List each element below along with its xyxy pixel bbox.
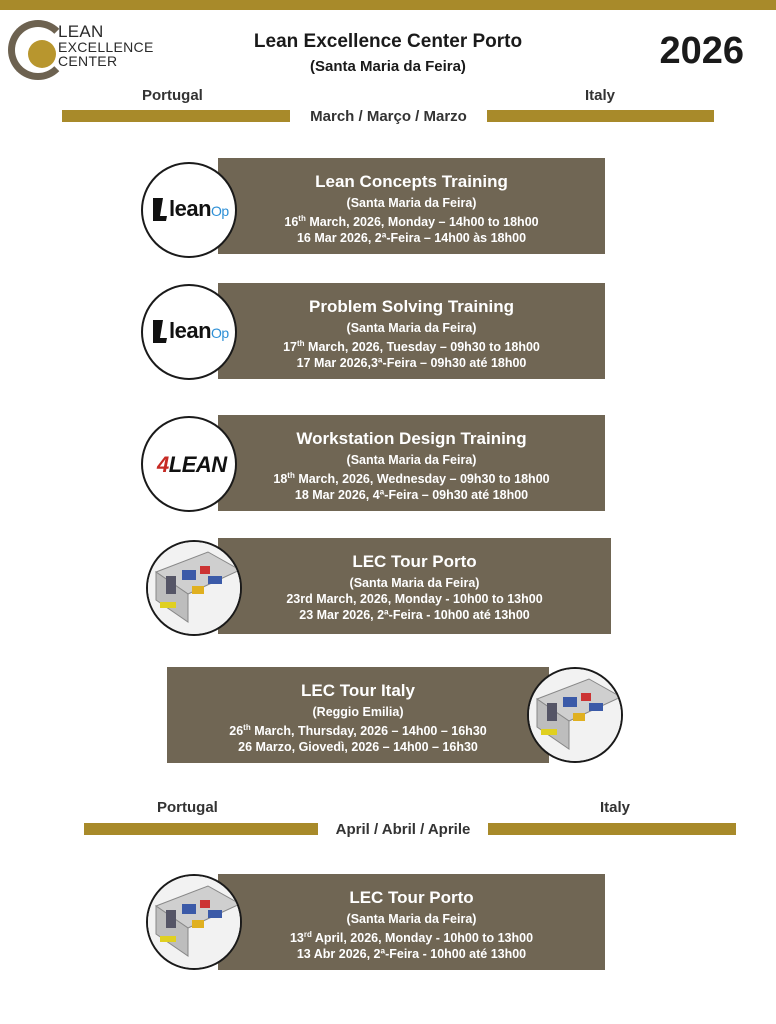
factory-layout-icon <box>148 876 242 970</box>
event-date-pt: 18 Mar 2026, 4ª-Feira – 09h30 até 18h00 <box>294 488 529 503</box>
country-label-italy: Italy <box>585 87 616 104</box>
page-subtitle: (Santa Maria da Feira) <box>310 58 466 75</box>
4lean-logo: 4LEAN <box>157 452 227 477</box>
leanop-logo: leanOp <box>149 318 229 344</box>
lean-excellence-center-logo <box>8 20 158 82</box>
country-label-portugal: Portugal <box>142 87 203 104</box>
event-date-pt: 16 Mar 2026, 2ª-Feira – 14h00 às 18h00 <box>296 231 527 246</box>
event-date-en: 17th March, 2026, Tuesday – 09h30 to 18h00 <box>283 339 540 355</box>
top-accent-bar <box>0 0 776 10</box>
event-card-lec-tour-italy[interactable] <box>167 667 549 763</box>
logo-text-line: CENTER <box>58 53 118 69</box>
page-title: Lean Excellence Center Porto <box>253 31 523 52</box>
event-date-pt: 23 Mar 2026, 2ª-Feira - 10h00 até 13h00 <box>299 608 530 622</box>
event-date-en: 18th March, 2026, Wednesday – 09h30 to 18h00 <box>273 471 550 487</box>
event-card-lec-tour-porto[interactable] <box>218 538 611 634</box>
event-location: (Santa Maria da Feira) <box>346 196 477 210</box>
event-title: Problem Solving Training <box>309 297 514 316</box>
factory-floor-image <box>146 874 242 970</box>
event-title: Lean Concepts Training <box>315 172 508 191</box>
leanop-mark-icon <box>151 318 171 344</box>
logo-text-line: EXCELLENCE <box>58 39 154 55</box>
event-card-lec-tour-porto-april[interactable] <box>218 874 605 970</box>
event-location: (Reggio Emilia) <box>312 705 404 719</box>
event-date-en: 23rd March, 2026, Monday - 10h00 to 13h00 <box>286 592 543 606</box>
month-heading-march: March / Março / Marzo <box>310 108 467 125</box>
leanop-mark-icon <box>151 196 171 222</box>
factory-layout-icon <box>529 669 623 763</box>
country-label-italy: Italy <box>600 799 631 816</box>
divider-bar-left <box>84 823 318 835</box>
event-location: (Santa Maria da Feira) <box>346 453 477 467</box>
divider-bar-right <box>487 110 714 122</box>
factory-floor-image <box>146 540 242 636</box>
factory-layout-icon <box>148 542 242 636</box>
divider-bar-right <box>488 823 736 835</box>
event-title: LEC Tour Porto <box>352 552 477 571</box>
leanop-logo-badge <box>141 162 237 258</box>
event-date-en: 16th March, 2026, Monday – 14h00 to 18h00 <box>284 214 539 230</box>
event-date-en: 13rd April, 2026, Monday - 10h00 to 13h00 <box>289 930 534 946</box>
factory-floor-image <box>527 667 623 763</box>
event-title: LEC Tour Italy <box>301 681 415 700</box>
event-date-it: 26 Marzo, Giovedì, 2026 – 14h00 – 16h30 <box>238 740 478 755</box>
leanop-logo: leanOp <box>149 196 229 222</box>
logo-text-line: LEAN <box>58 22 104 41</box>
leanop-logo-badge <box>141 284 237 380</box>
year-label: 2026 <box>659 30 744 72</box>
event-card-lean-concepts[interactable] <box>218 158 605 254</box>
logo-dot-icon <box>28 40 56 68</box>
event-card-problem-solving[interactable] <box>218 283 605 379</box>
country-label-portugal: Portugal <box>157 799 218 816</box>
event-title: Workstation Design Training <box>296 429 527 448</box>
4lean-logo-badge <box>141 416 237 512</box>
event-location: (Santa Maria da Feira) <box>349 576 480 590</box>
event-location: (Santa Maria da Feira) <box>346 912 477 926</box>
event-title: LEC Tour Porto <box>349 888 474 907</box>
month-heading-april: April / Abril / Aprile <box>335 821 471 838</box>
event-date-pt: 17 Mar 2026,3ª-Feira – 09h30 até 18h00 <box>296 356 527 371</box>
event-card-workstation-design[interactable] <box>218 415 605 511</box>
event-date-en: 26th March, Thursday, 2026 – 14h00 – 16h30 <box>229 723 487 739</box>
divider-bar-left <box>62 110 290 122</box>
event-location: (Santa Maria da Feira) <box>346 321 477 335</box>
event-date-pt: 13 Abr 2026, 2ª-Feira - 10h00 até 13h00 <box>296 947 527 962</box>
